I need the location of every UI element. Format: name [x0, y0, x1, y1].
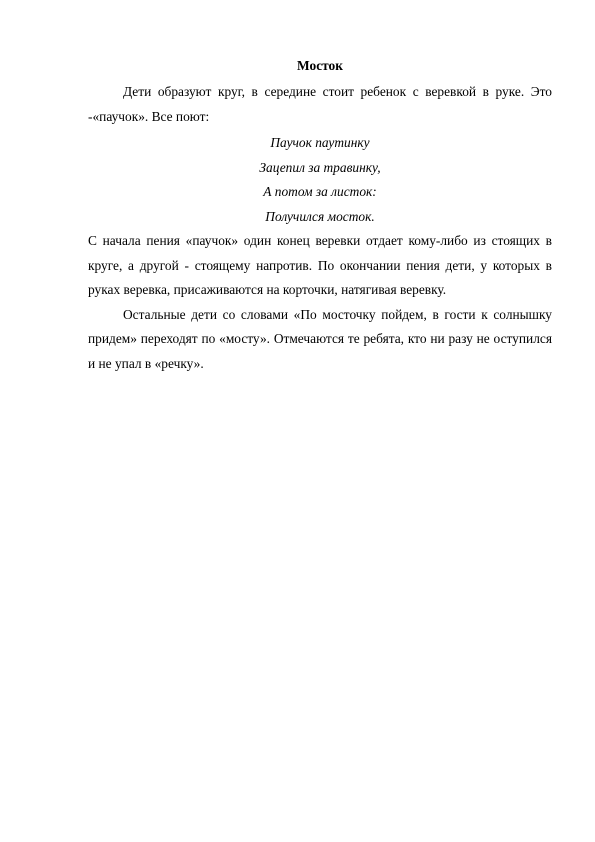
intro-paragraph: Дети образуют круг, в середине стоит ребенок с веревкой в руке. Это -«паучок». Все поют: [88, 84, 552, 124]
verse-line: Паучок паутинку [270, 135, 370, 150]
verse-line: А потом за листок: [263, 184, 377, 199]
ending-paragraph: Остальные дети со словами «По мосточку пойдем, в гости к солнышку придем» переходят по «мосту». Отмечаются те ребята, кто ни разу не оступился и не упал в «речку». [88, 306, 552, 371]
song-verse [88, 131, 552, 229]
document-page [88, 56, 552, 376]
verse-line: Зацепил за травинку, [259, 159, 381, 175]
document-title: Мосток [297, 58, 343, 73]
rules-paragraph: С начала пения «паучок» один конец веревки отдает кому-либо из стоящих в круге, а другой - стоящему напротив. По окончании пения дети, у которых в руках веревка, присаживаются на корточки, натягивая веревку. [88, 233, 552, 297]
verse-line: Получился мосток. [265, 208, 375, 224]
